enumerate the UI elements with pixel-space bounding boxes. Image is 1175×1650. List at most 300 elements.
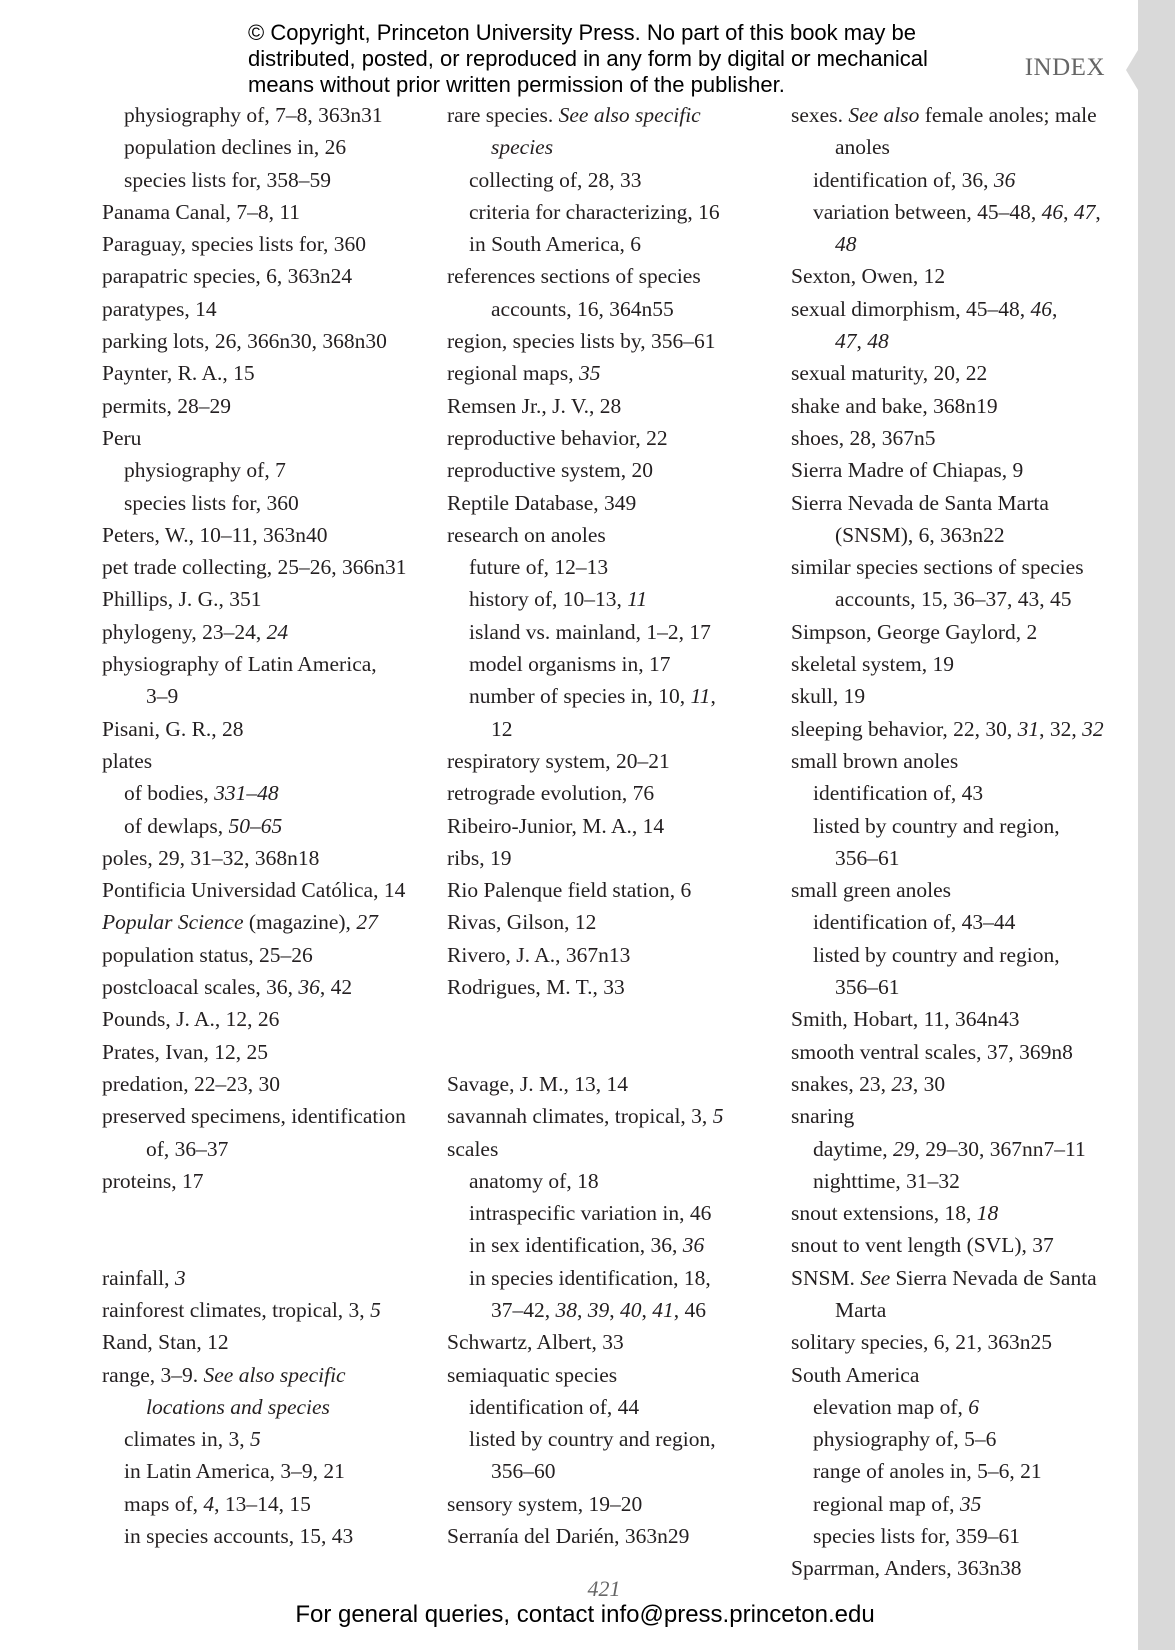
entry-text: identification of, 43–44: [813, 910, 1016, 935]
index-entry: [791, 713, 1121, 745]
index-entry: [791, 454, 1121, 486]
index-subentry: [447, 583, 777, 615]
index-entry: [791, 1036, 1121, 1068]
entry-text: species lists for, 358–59: [124, 167, 331, 192]
entry-text: research on anoles: [447, 522, 606, 547]
index-subentry: [102, 131, 432, 163]
italic-text: 46: [1041, 199, 1064, 224]
entry-text: paratypes, 14: [102, 296, 217, 321]
italic-text: 32: [1082, 716, 1104, 741]
entry-text: listed by country and region,: [813, 942, 1060, 967]
entry-text: maps of,: [124, 1491, 204, 1516]
entry-text: postcloacal scales, 36,: [102, 975, 299, 1000]
index-entry: [102, 713, 432, 745]
italic-text: 36: [682, 1233, 705, 1258]
entry-text: , 29–30, 367nn7–11: [914, 1136, 1086, 1161]
entry-text: plates: [102, 748, 153, 773]
index-subentry: [791, 325, 1121, 357]
entry-text: 12: [491, 716, 513, 741]
entry-text: population declines in, 26: [124, 135, 347, 160]
index-entry: [791, 390, 1121, 422]
entry-text: Rodrigues, M. T., 33: [447, 975, 625, 1000]
index-entry: [102, 906, 432, 938]
entry-text: range, 3–9.: [102, 1362, 204, 1387]
entry-text: (magazine),: [243, 910, 357, 935]
entry-text: , 42: [319, 975, 353, 1000]
entry-text: physiography of, 7–8, 363n31: [124, 103, 383, 127]
index-entry: [447, 260, 777, 292]
entry-text: ,: [710, 684, 716, 709]
index-subentry: [791, 939, 1121, 971]
italic-text: 5: [250, 1427, 261, 1452]
entry-text: 37–42,: [491, 1297, 556, 1322]
index-subentry: [791, 1294, 1121, 1326]
copyright-line: distributed, posted, or reproduced in any form by digital or mechanical: [248, 46, 928, 71]
entry-text: permits, 28–29: [102, 393, 231, 418]
entry-text: sensory system, 19–20: [447, 1491, 643, 1516]
index-subentry: [791, 1520, 1121, 1552]
index-gap: [102, 1229, 432, 1261]
index-gap: [102, 1197, 432, 1229]
index-subentry: [791, 1391, 1121, 1423]
entry-text: Rivas, Gilson, 12: [447, 910, 597, 935]
index-entry: [447, 99, 777, 131]
entry-text: scales: [447, 1136, 499, 1161]
index-entry: [791, 99, 1121, 131]
entry-text: anatomy of, 18: [469, 1168, 599, 1193]
index-subentry: [791, 971, 1121, 1003]
index-entry: [447, 1326, 777, 1358]
copyright-line: means without prior written permission of the publisher.: [248, 72, 785, 97]
entry-text: physiography of Latin America,: [102, 652, 377, 677]
entry-text: criteria for characterizing, 16: [469, 199, 720, 224]
index-subentry: [447, 131, 777, 163]
entry-text: ribs, 19: [447, 845, 512, 870]
entry-text: history of, 10–13,: [469, 587, 628, 612]
italic-text: 27: [356, 910, 378, 935]
index-edge-tab: [1126, 0, 1175, 1650]
entry-text: daytime,: [813, 1136, 894, 1161]
index-entry: [102, 293, 432, 325]
index-entry: [102, 583, 432, 615]
italic-text: 48: [835, 232, 857, 257]
entry-text: intraspecific variation in, 46: [469, 1201, 712, 1226]
italic-text: 24: [266, 619, 289, 644]
entry-text: Savage, J. M., 13, 14: [447, 1071, 628, 1096]
italic-text: 47: [835, 329, 857, 354]
entry-text: regional map of,: [813, 1491, 960, 1516]
index-subentry: [447, 1423, 777, 1455]
entry-text: ,: [856, 329, 868, 354]
index-subentry: [791, 906, 1121, 938]
entry-text: identification of, 36,: [813, 167, 994, 192]
italic-text: 39: [587, 1297, 610, 1322]
entry-text: (SNSM), 6, 363n22: [835, 522, 1005, 547]
entry-text: similar species sections of species: [791, 555, 1084, 580]
entry-text: anoles: [835, 135, 890, 160]
entry-text: Sierra Nevada de Santa: [890, 1265, 1097, 1290]
entry-text: , 13–14, 15: [214, 1491, 311, 1516]
page-number: 421: [587, 1576, 621, 1601]
index-entry: [447, 487, 777, 519]
entry-text: in Latin America, 3–9, 21: [124, 1459, 345, 1484]
entry-text: 356–60: [491, 1459, 556, 1484]
entry-text: of bodies,: [124, 781, 215, 806]
entry-text: Prates, Ivan, 12, 25: [102, 1039, 268, 1064]
index-entry: [102, 874, 432, 906]
entry-text: nighttime, 31–32: [813, 1168, 960, 1193]
index-entry: [447, 454, 777, 486]
index-entry: [102, 842, 432, 874]
italic-text: 5: [712, 1104, 724, 1129]
index-subentry: [447, 1294, 777, 1326]
entry-text: smooth ventral scales, 37, 369n8: [791, 1039, 1073, 1064]
index-subentry: [791, 164, 1121, 196]
entry-text: physiography of, 5–6: [813, 1427, 997, 1452]
index-subentry: [102, 1488, 432, 1520]
index-entry: [791, 1326, 1121, 1358]
index-column-3: [791, 99, 1121, 1585]
italic-text: 4: [203, 1491, 215, 1516]
index-entry: [791, 260, 1121, 292]
entry-text: number of species in, 10,: [469, 684, 691, 709]
copyright-notice: [248, 20, 968, 98]
entry-text: accounts, 16, 364n55: [491, 296, 674, 321]
italic-text: 5: [370, 1297, 381, 1322]
entry-text: accounts, 15, 36–37, 43, 45: [835, 587, 1072, 612]
entry-text: skull, 19: [791, 684, 866, 709]
index-entry: [102, 519, 432, 551]
index-entry: [791, 1100, 1121, 1132]
index-entry: [791, 487, 1121, 519]
index-subentry: [447, 1455, 777, 1487]
entry-text: range of anoles in, 5–6, 21: [813, 1459, 1042, 1484]
index-entry: [447, 1068, 777, 1100]
index-entry: [447, 519, 777, 551]
index-subentry: [102, 1391, 432, 1423]
index-subentry: [447, 713, 777, 745]
entry-text: climates in, 3,: [124, 1427, 250, 1452]
index-subentry: [791, 777, 1121, 809]
entry-text: identification of, 43: [813, 781, 984, 806]
index-entry: [791, 1197, 1121, 1229]
entry-text: 3–9: [146, 684, 179, 709]
index-subentry: [791, 1165, 1121, 1197]
index-entry: [447, 906, 777, 938]
index-entry: [102, 551, 432, 583]
index-entry: [791, 1359, 1121, 1391]
index-subentry: [791, 196, 1121, 228]
entry-text: Phillips, J. G., 351: [102, 587, 262, 612]
italic-text: 29: [893, 1136, 915, 1161]
index-entry: [791, 357, 1121, 389]
entry-text: small brown anoles: [791, 748, 959, 773]
index-entry: [791, 745, 1121, 777]
index-entry: [102, 971, 432, 1003]
index-gap: [447, 1003, 777, 1035]
entry-text: Paynter, R. A., 15: [102, 361, 255, 386]
index-entry: [447, 390, 777, 422]
entry-text: of dewlaps,: [124, 813, 229, 838]
entry-text: preserved specimens, identification: [102, 1104, 406, 1129]
entry-text: parapatric species, 6, 363n24: [102, 264, 353, 289]
italic-text: See also specific: [558, 103, 701, 127]
entry-text: small green anoles: [791, 878, 952, 903]
entry-text: phylogeny, 23–24,: [102, 619, 267, 644]
entry-text: , 32,: [1039, 716, 1083, 741]
italic-text: 46: [1030, 296, 1052, 321]
index-entry: [102, 1359, 432, 1391]
index-entry: [791, 1068, 1121, 1100]
entry-text: future of, 12–13: [469, 555, 609, 580]
italic-text: 36: [298, 975, 320, 1000]
entry-text: Ribeiro-Junior, M. A., 14: [447, 813, 665, 838]
index-subentry: [447, 551, 777, 583]
copyright-line: © Copyright, Princeton University Press. No part of this book may be: [248, 20, 916, 45]
entry-text: references sections of species: [447, 264, 701, 289]
index-subentry: [447, 616, 777, 648]
index-entry: [102, 260, 432, 292]
index-entry: [791, 648, 1121, 680]
entry-text: 356–61: [835, 975, 900, 1000]
entry-text: Pounds, J. A., 12, 26: [102, 1007, 280, 1032]
entry-text: Serranía del Darién, 363n29: [447, 1524, 690, 1549]
index-subentry: [102, 1520, 432, 1552]
entry-text: South America: [791, 1362, 920, 1387]
italic-text: 41: [652, 1297, 674, 1322]
entry-text: Panama Canal, 7–8, 11: [102, 199, 301, 224]
entry-text: snaring: [791, 1104, 855, 1129]
entry-text: sexual dimorphism, 45–48,: [791, 296, 1031, 321]
entry-text: Marta: [835, 1297, 887, 1322]
entry-text: Peters, W., 10–11, 363n40: [102, 522, 328, 547]
index-entry: [102, 1294, 432, 1326]
italic-text: 11: [690, 684, 711, 709]
entry-text: Sierra Nevada de Santa Marta: [791, 490, 1049, 515]
index-subentry: [791, 131, 1121, 163]
index-subentry: [447, 1165, 777, 1197]
footer-contact: For general queries, contact info@press.princeton.edu: [295, 1601, 875, 1628]
entry-text: shoes, 28, 367n5: [791, 425, 936, 450]
index-entry: [447, 777, 777, 809]
index-entry: [447, 1133, 777, 1165]
index-entry: [791, 680, 1121, 712]
index-entry: [102, 1068, 432, 1100]
entry-text: rainforest climates, tropical, 3,: [102, 1297, 371, 1322]
index-entry: [447, 1520, 777, 1552]
index-column-2: [447, 99, 777, 1552]
italic-text: See also: [848, 103, 920, 127]
index-subentry: [447, 1391, 777, 1423]
entry-text: ,: [1051, 296, 1058, 321]
index-subentry: [102, 487, 432, 519]
index-entry: [791, 1003, 1121, 1035]
index-entry: [102, 357, 432, 389]
entry-text: pet trade collecting, 25–26, 366n31: [102, 555, 407, 580]
index-entry: [791, 1229, 1121, 1261]
index-subentry: [791, 1455, 1121, 1487]
index-entry: [447, 874, 777, 906]
index-subentry: [447, 648, 777, 680]
index-subentry: [791, 1133, 1121, 1165]
entry-text: , 46: [673, 1297, 706, 1322]
entry-text: Rio Palenque field station, 6: [447, 878, 692, 903]
index-entry: [791, 422, 1121, 454]
index-subentry: [791, 842, 1121, 874]
italic-text: 50–65: [228, 813, 283, 838]
entry-text: SNSM.: [791, 1265, 861, 1290]
index-subentry: [102, 777, 432, 809]
entry-text: Sierra Madre of Chiapas, 9: [791, 458, 1024, 483]
entry-text: semiaquatic species: [447, 1362, 618, 1387]
index-entry: [791, 616, 1121, 648]
index-entry: [447, 1359, 777, 1391]
entry-text: Paraguay, species lists for, 360: [102, 232, 367, 257]
index-entry: [102, 745, 432, 777]
entry-text: ,: [1095, 199, 1101, 224]
entry-text: Rand, Stan, 12: [102, 1330, 229, 1355]
italic-text: 18: [976, 1201, 999, 1226]
entry-text: physiography of, 7: [124, 458, 286, 483]
entry-text: model organisms in, 17: [469, 652, 671, 677]
index-entry: [447, 325, 777, 357]
index-subentry: [447, 293, 777, 325]
italic-text: 23: [891, 1071, 913, 1096]
entry-text: poles, 29, 31–32, 368n18: [102, 845, 320, 870]
index-entry: [102, 390, 432, 422]
index-subentry: [791, 810, 1121, 842]
entry-text: elevation map of,: [813, 1394, 969, 1419]
italic-text: 31: [1017, 716, 1040, 741]
entry-text: proteins, 17: [102, 1168, 204, 1193]
index-entry: [102, 616, 432, 648]
index-subentry: [447, 1262, 777, 1294]
running-head: INDEX: [1024, 54, 1105, 81]
index-subentry: [791, 1488, 1121, 1520]
index-entry: [102, 325, 432, 357]
italic-text: Popular Science: [102, 910, 244, 935]
italic-text: 38: [555, 1297, 577, 1322]
index-entry: [447, 1100, 777, 1132]
entry-text: Reptile Database, 349: [447, 490, 637, 515]
index-entry: [102, 196, 432, 228]
entry-text: reproductive system, 20: [447, 458, 653, 483]
italic-text: See also specific: [203, 1362, 346, 1387]
index-subentry: [791, 1423, 1121, 1455]
index-subentry: [102, 164, 432, 196]
entry-text: collecting of, 28, 33: [469, 167, 642, 192]
index-subentry: [102, 1423, 432, 1455]
index-entry: [447, 810, 777, 842]
entry-text: skeletal system, 19: [791, 652, 955, 677]
entry-text: solitary species, 6, 21, 363n25: [791, 1330, 1052, 1355]
index-subentry: [102, 1133, 432, 1165]
entry-text: parking lots, 26, 366n30, 368n30: [102, 329, 387, 354]
index-subentry: [447, 1197, 777, 1229]
index-entry: [102, 228, 432, 260]
index-subentry: [102, 99, 432, 131]
entry-text: in species accounts, 15, 43: [124, 1524, 354, 1549]
italic-text: 35: [578, 361, 601, 386]
index-subentry: [447, 164, 777, 196]
italic-text: 36: [993, 167, 1016, 192]
index-subentry: [102, 810, 432, 842]
entry-text: ,: [609, 1297, 620, 1322]
index-entry: [791, 551, 1121, 583]
entry-text: species lists for, 360: [124, 490, 299, 515]
entry-text: savannah climates, tropical, 3,: [447, 1104, 713, 1129]
index-entry: [447, 422, 777, 454]
entry-text: snakes, 23,: [791, 1071, 892, 1096]
entry-text: rainfall,: [102, 1265, 175, 1290]
entry-text: rare species.: [447, 103, 559, 127]
entry-text: sexes.: [791, 103, 849, 127]
entry-text: listed by country and region,: [813, 813, 1060, 838]
entry-text: ,: [577, 1297, 588, 1322]
italic-text: 48: [867, 329, 889, 354]
entry-text: ,: [641, 1297, 653, 1322]
entry-text: Sexton, Owen, 12: [791, 264, 946, 289]
index-entry: [102, 939, 432, 971]
entry-text: Peru: [102, 425, 142, 450]
entry-text: , 30: [912, 1071, 946, 1096]
index-entry: [102, 1326, 432, 1358]
index-entry: [102, 1036, 432, 1068]
index-entry: [791, 293, 1121, 325]
entry-text: listed by country and region,: [469, 1427, 716, 1452]
index-entry: [102, 1100, 432, 1132]
italic-text: 3: [174, 1265, 186, 1290]
index-gap: [447, 1036, 777, 1068]
entry-text: respiratory system, 20–21: [447, 748, 670, 773]
entry-text: of, 36–37: [146, 1136, 229, 1161]
entry-text: Rivero, J. A., 367n13: [447, 942, 631, 967]
index-entry: [447, 357, 777, 389]
entry-text: species lists for, 359–61: [813, 1524, 1020, 1549]
entry-text: in species identification, 18,: [469, 1265, 711, 1290]
entry-text: female anoles; male: [919, 103, 1097, 127]
entry-text: Simpson, George Gaylord, 2: [791, 619, 1038, 644]
index-subentry: [791, 228, 1121, 260]
entry-text: population status, 25–26: [102, 942, 313, 967]
entry-text: regional maps,: [447, 361, 579, 386]
entry-text: snout to vent length (SVL), 37: [791, 1233, 1054, 1258]
entry-text: identification of, 44: [469, 1394, 640, 1419]
index-subentry: [447, 680, 777, 712]
index-entry: [447, 842, 777, 874]
index-entry: [102, 1003, 432, 1035]
entry-text: reproductive behavior, 22: [447, 425, 668, 450]
entry-text: sleeping behavior, 22, 30,: [791, 716, 1018, 741]
index-entry: [791, 1262, 1121, 1294]
entry-text: Pontificia Universidad Católica, 14: [102, 878, 406, 903]
index-column-1: [102, 99, 432, 1552]
entry-text: Sparrman, Anders, 363n38: [791, 1556, 1022, 1581]
entry-text: sexual maturity, 20, 22: [791, 361, 988, 386]
index-entry: [102, 422, 432, 454]
entry-text: shake and bake, 368n19: [791, 393, 998, 418]
index-entry: [102, 1165, 432, 1197]
index-entry: [102, 648, 432, 680]
index-subentry: [102, 1455, 432, 1487]
entry-text: Remsen Jr., J. V., 28: [447, 393, 622, 418]
entry-text: 356–61: [835, 845, 900, 870]
entry-text: snout extensions, 18,: [791, 1201, 977, 1226]
entry-text: variation between, 45–48,: [813, 199, 1042, 224]
italic-text: 47: [1073, 199, 1096, 224]
italic-text: 40: [620, 1297, 642, 1322]
index-entry: [447, 939, 777, 971]
